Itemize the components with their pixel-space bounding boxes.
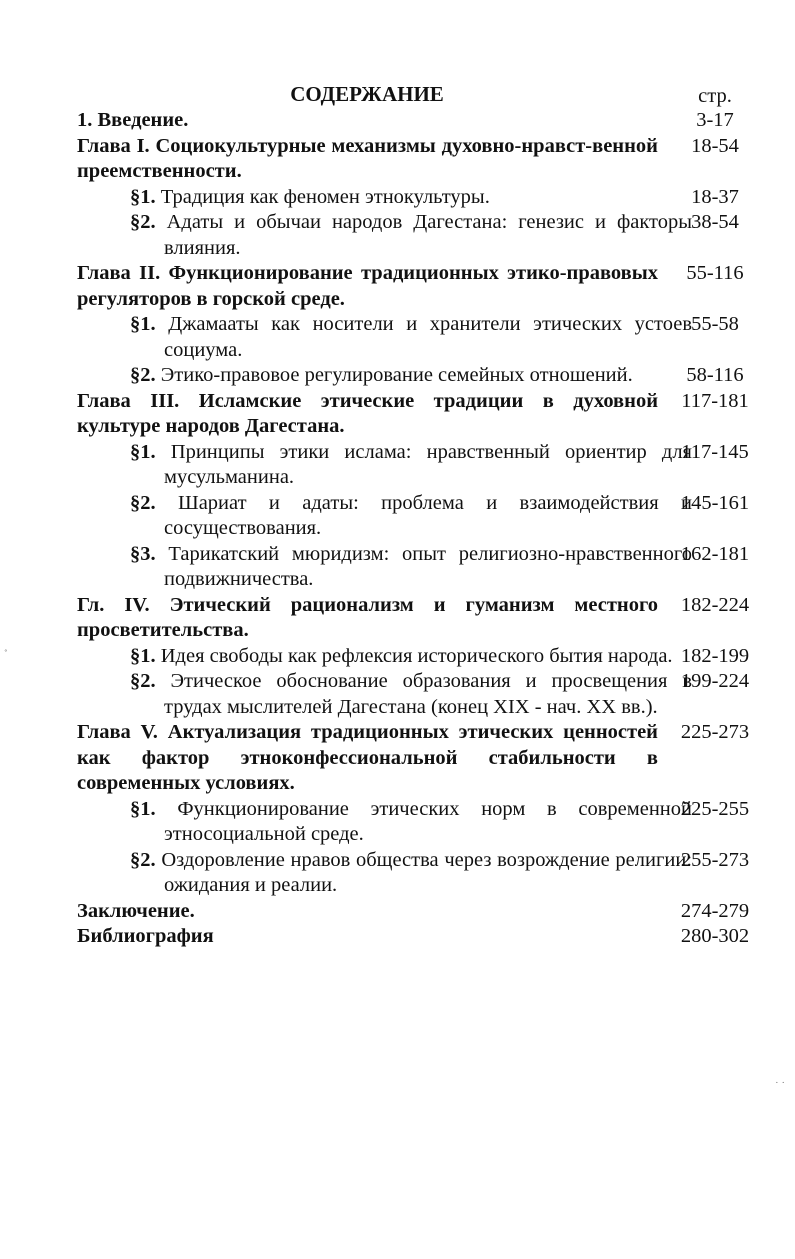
toc-entry-text: Оздоровление нравов общества через возрождение религии: ожидания и реалии. xyxy=(161,848,693,896)
toc-entry-text-block xyxy=(130,210,692,261)
toc-entry-text-block xyxy=(130,848,692,899)
toc-entry-pages: 55-58 xyxy=(691,313,739,335)
toc-entry-pages: 199-224 xyxy=(680,670,750,692)
toc-entry-section xyxy=(0,848,795,899)
page-column-header: стр. xyxy=(698,85,732,107)
toc-entry-pages: 255-273 xyxy=(680,848,750,871)
toc-entry-text-block xyxy=(130,363,692,389)
toc-entry-pages: 18-54 xyxy=(691,134,739,157)
toc-entry-chapter-5 xyxy=(0,720,795,797)
toc-entry-pages: 225-255 xyxy=(680,797,750,820)
scan-speck: ˙ ˙ xyxy=(775,1080,786,1092)
page-title: СОДЕРЖАНИЕ xyxy=(290,82,444,106)
toc-entry-section xyxy=(0,312,795,363)
section-mark: §1. xyxy=(130,440,156,463)
toc-entry-pages: 117-181 xyxy=(681,389,749,412)
toc-entry-section xyxy=(0,797,795,848)
toc-entry-section xyxy=(0,644,795,670)
section-mark: §2. xyxy=(130,211,156,233)
toc-entry-section xyxy=(0,210,795,261)
toc-entry-text: Тарикатский мюридизм: опыт религиозно-нравственного подвижничества. xyxy=(164,542,693,590)
toc-entry-pages: 3-17 xyxy=(696,109,734,131)
toc-entry-text-block xyxy=(130,440,692,491)
toc-entry-text: Глава I. Социокультурные механизмы духовно-нравст-венной преемственности. xyxy=(77,134,658,182)
toc-entry-text-block xyxy=(130,797,692,848)
toc-entry-section xyxy=(0,363,795,389)
toc-entry-text: Принципы этики ислама: нравственный ориентир для мусульманина. xyxy=(164,440,692,488)
toc-entry-text: Глава III. Исламские этические традиции в духовной культуре народов Дагестана. xyxy=(77,389,658,437)
toc-entry-text: Глава V. Актуализация традиционных этических ценностей как фактор этноконфессиональной стабильности в современных условиях. xyxy=(77,721,658,794)
toc-entry-text: Гл. IV. Этический рационализм и гуманизм местного просветительства. xyxy=(77,593,658,641)
toc-entry-text-block xyxy=(130,669,692,720)
toc-entry-section xyxy=(0,440,795,491)
section-mark: §3. xyxy=(130,542,156,565)
toc-entry-pages: 182-224 xyxy=(680,593,750,616)
section-mark: §1. xyxy=(130,644,156,667)
toc-entry-pages: 182-199 xyxy=(680,644,750,667)
toc-entry-section xyxy=(0,542,795,593)
toc-entry-chapter-4 xyxy=(0,593,795,644)
toc-entry-text: Адаты и обычаи народов Дагестана: генезис и факторы влияния. xyxy=(164,211,692,259)
toc-entry-text-block xyxy=(130,491,692,542)
toc-entry-text-block xyxy=(130,312,692,363)
toc-entry-bibliography xyxy=(0,924,795,950)
toc-entry-text: Функционирование этических норм в современной этносоциальной среде. xyxy=(164,797,692,845)
toc-entry-text-block xyxy=(130,185,692,211)
toc-entry-pages: 117-145 xyxy=(681,440,749,463)
toc-entry-conclusion xyxy=(0,899,795,925)
toc-entry-text-block xyxy=(130,542,692,593)
section-mark: §2. xyxy=(130,491,156,514)
toc-entry-text-block xyxy=(130,644,692,670)
toc-entry-introduction xyxy=(0,108,795,134)
toc-entry-pages: 280-302 xyxy=(680,925,750,947)
toc-entry-text: Библиография xyxy=(77,925,214,947)
section-mark: §2. xyxy=(130,848,156,871)
toc-entry-section xyxy=(0,491,795,542)
toc-entry-chapter-3 xyxy=(0,389,795,440)
toc-entry-text: 1. Введение. xyxy=(77,109,189,131)
section-mark: §1. xyxy=(130,185,156,208)
toc-entry-pages: 225-273 xyxy=(680,721,750,743)
toc-entry-pages: 18-37 xyxy=(691,185,739,208)
section-mark: §2. xyxy=(130,364,156,386)
section-mark: §1. xyxy=(130,797,156,820)
scan-speck: ˚ xyxy=(4,648,8,660)
toc-entry-text: Шариат и адаты: проблема и взаимодействия и сосуществования. xyxy=(164,491,693,539)
toc-entry-text: Глава II. Функционирование традиционных этико-правовых регуляторов в горской среде. xyxy=(77,262,658,310)
toc-entry-pages: 55-116 xyxy=(686,262,744,284)
section-mark: §2. xyxy=(130,670,156,692)
toc-entry-chapter-2 xyxy=(0,261,795,312)
toc-entry-text: Традиция как феномен этнокультуры. xyxy=(160,185,490,208)
toc-entry-text: Этическое обоснование образования и просвещения в трудах мыслителей Дагестана (конец XIX - нач. XX вв.). xyxy=(164,670,693,718)
toc-entry-pages: 38-54 xyxy=(691,211,739,233)
toc-entry-pages: 58-116 xyxy=(686,364,744,386)
section-mark: §1. xyxy=(130,313,156,335)
toc-entry-text: Джамааты как носители и хранители этических устоев социума. xyxy=(164,313,692,361)
toc-entry-pages: 274-279 xyxy=(680,899,750,922)
toc-entry-section xyxy=(0,669,795,720)
toc-entry-chapter-1 xyxy=(0,134,795,185)
toc-entry-pages: 145-161 xyxy=(680,491,750,514)
toc-entry-text: Идея свободы как рефлексия исторического бытия народа. xyxy=(160,644,673,667)
toc-entry-text: Заключение. xyxy=(77,899,195,922)
toc-entry-text: Этико-правовое регулирование семейных отношений. xyxy=(160,364,633,386)
toc-entry-section xyxy=(0,185,795,211)
table-of-contents xyxy=(0,108,795,950)
toc-entry-pages: 162-181 xyxy=(680,542,750,565)
